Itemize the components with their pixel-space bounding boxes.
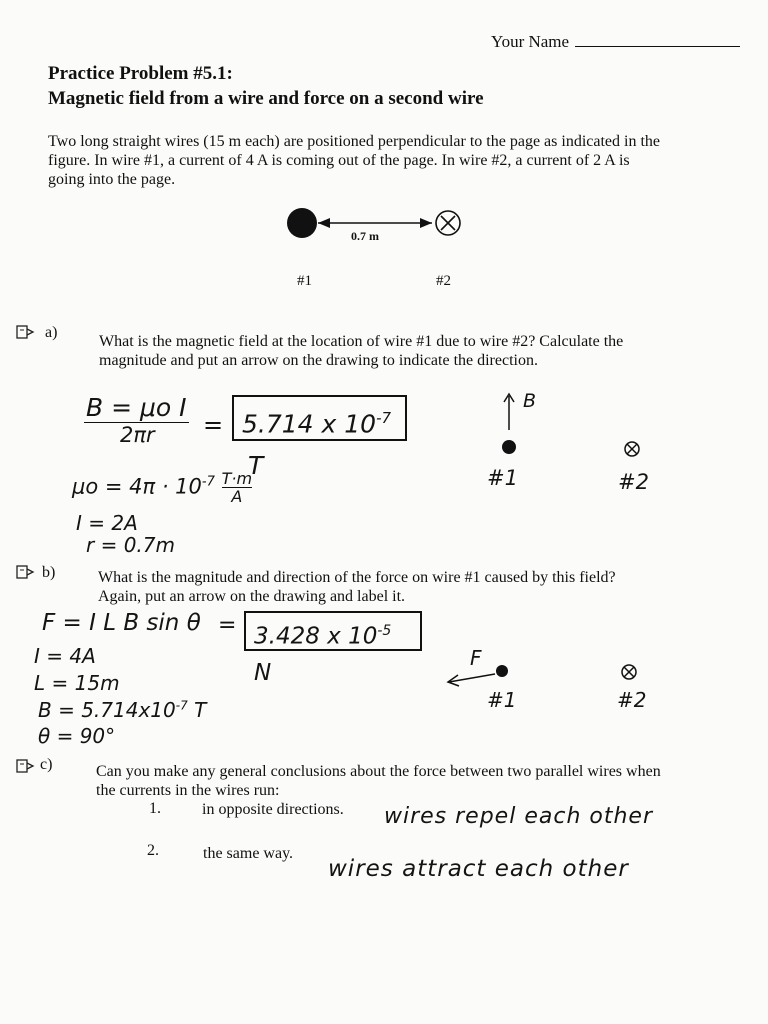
part-a-line-2: magnitude and put an arrow on the drawing to indicate the direction. <box>99 352 538 369</box>
part-b-answer-exp: -5 <box>377 623 392 639</box>
part-c-letter: c) <box>40 756 53 773</box>
arrow-left-head <box>318 218 330 228</box>
part-a-line-1: What is the magnetic field at the location of wire #1 due to wire #2? Calculate the <box>99 333 624 350</box>
intro-line-1: Two long straight wires (15 m each) are positioned perpendicular to the page as indicated in the <box>48 133 661 150</box>
part-c-line-1: Can you make any general conclusions about the force between two parallel wires when <box>96 763 661 780</box>
part-b-wire2-symbol <box>620 663 638 681</box>
part-a-formula <box>84 394 189 447</box>
part-a-answer: 5.714 x 10 <box>242 409 377 439</box>
part-b-formula: F = I L B sin θ <box>42 610 201 636</box>
part-a-equals: = <box>203 411 224 439</box>
part-c-item1-text: in opposite directions. <box>202 801 344 818</box>
part-b-wire1-dot <box>496 665 508 677</box>
mu-unit <box>222 470 252 505</box>
part-a-wire2-symbol <box>623 440 641 458</box>
part-a-question <box>99 332 623 370</box>
intro-line-3: going into the page. <box>48 171 176 188</box>
part-b-line-2: Again, put an arrow on the drawing and label it. <box>98 588 406 605</box>
part-b-answer-box <box>244 611 422 686</box>
wire1-dot <box>287 208 317 238</box>
title-line-1: Practice Problem #5.1: <box>48 63 233 84</box>
part-b-wire1-label: #1 <box>487 688 517 712</box>
part-a-wire2-label: #2 <box>618 470 649 494</box>
name-line[interactable] <box>575 32 740 47</box>
part-b-equals: = <box>218 613 237 638</box>
part-b-b-value: B = 5.714x10 <box>38 698 176 722</box>
part-c-item1-answer: wires repel each other <box>384 804 653 829</box>
part-c-question <box>96 762 661 800</box>
mu-unit-num: T·m <box>221 469 253 488</box>
part-c-item1-num: 1. <box>149 800 161 817</box>
part-c-item2-answer: wires attract each other <box>328 856 629 882</box>
formula-denominator: 2πr <box>120 423 155 447</box>
part-a-letter: a) <box>45 324 58 341</box>
distance-label: 0.7 m <box>351 229 379 243</box>
formula-numerator: B = μo I <box>86 393 187 422</box>
force-label: F <box>470 646 482 670</box>
part-a-wire1-dot <box>502 440 516 454</box>
b-arrow-label: B <box>523 390 537 412</box>
part-b-b-unit: T <box>194 698 207 722</box>
part-c-item2-text: the same way. <box>203 845 294 862</box>
part-a-answer-box <box>232 395 407 481</box>
part-a-answer-unit: T <box>248 451 264 481</box>
wire2-label: #2 <box>436 273 451 289</box>
part-b-answer-unit: N <box>254 659 272 686</box>
part-b-i-line: I = 4A <box>34 644 96 668</box>
part-a-i-line: I = 2A <box>76 511 138 535</box>
part-b-answer: 3.428 x 10 <box>254 623 378 650</box>
part-c-item2-num: 2. <box>147 842 159 859</box>
question-b-icon <box>15 563 37 581</box>
part-b-question <box>98 568 616 606</box>
mu-value: μo = 4π · 10 <box>72 474 202 499</box>
part-a-r-line: r = 0.7m <box>86 533 175 557</box>
part-b-theta-line: θ = 90° <box>38 724 116 748</box>
intro-paragraph <box>48 132 660 189</box>
name-field <box>491 32 740 52</box>
part-c-line-2: the currents in the wires run: <box>96 782 280 799</box>
force-arrow-shaft <box>449 674 495 682</box>
mu-exp: -7 <box>201 474 215 490</box>
part-b-letter: b) <box>42 564 56 581</box>
part-b-wire2-label: #2 <box>617 688 647 712</box>
part-a-wire1-label: #1 <box>487 466 518 490</box>
part-a-answer-exp: -7 <box>376 409 392 427</box>
question-a-icon <box>15 323 37 341</box>
part-b-b-line <box>38 698 206 722</box>
part-b-l-line: L = 15m <box>34 671 120 695</box>
title-line-2: Magnetic field from a wire and force on a second wire <box>48 88 484 109</box>
wire1-label: #1 <box>297 273 312 289</box>
mu-unit-den: A <box>231 487 243 506</box>
name-label: Your Name <box>491 32 570 51</box>
question-c-icon <box>15 757 37 775</box>
arrow-right-head <box>420 218 432 228</box>
part-b-b-exp: -7 <box>175 698 188 713</box>
part-b-line-1: What is the magnitude and direction of the force on wire #1 caused by this field? <box>98 569 616 586</box>
page-title <box>48 61 484 111</box>
mu-line <box>72 470 252 505</box>
intro-line-2: figure. In wire #1, a current of 4 A is coming out of the page. In wire #2, a current of 2 A is <box>48 152 630 169</box>
